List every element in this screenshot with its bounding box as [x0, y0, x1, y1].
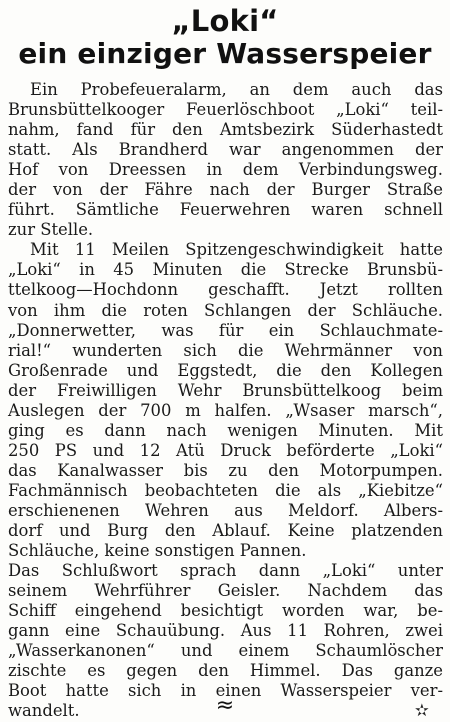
- text-line: dorf und Burg den Ablauf. Keine platzenden: [8, 521, 443, 541]
- text-line: Schiff eingehend besichtigt worden war, be-: [8, 601, 443, 621]
- text-line: das Kanalwasser bis zu den Motorpumpen.: [8, 460, 443, 480]
- text-line: Mit 11 Meilen Spitzengeschwindigkeit hatte: [30, 240, 443, 260]
- text-line: Schläuche, keine sonstigen Pannen.: [8, 541, 307, 561]
- text-line: Das Schlußwort sprach dann „Loki“ unter: [8, 561, 443, 581]
- text-line: erschienenen Wehren aus Meldorf. Albers-: [8, 500, 443, 520]
- headline-title: „Loki“: [171, 4, 279, 38]
- text-line: „Loki“ in 45 Minuten die Strecke Brunsbü-: [8, 260, 443, 280]
- text-line: der von der Fähre nach der Burger Straße: [8, 180, 443, 200]
- text-line: Großenrade und Eggstedt, die den Kollegen: [8, 360, 443, 380]
- text-line: seinem Wehrführer Geisler. Nachdem das: [8, 581, 443, 601]
- text-line: „Wasserkanonen“ und einem Schaumlöscher: [8, 641, 443, 661]
- text-line: nahm, fand für den Amtsbezirk Süderhastedt: [8, 120, 443, 140]
- text-line: Ein Probefeueralarm, an dem auch das: [30, 80, 443, 99]
- text-line: „Donnerwetter, was für ein Schlauchmate-: [8, 320, 443, 340]
- text-line: rial!“ wunderten sich die Wehrmänner von: [8, 340, 443, 360]
- text-line: ging es dann nach wenigen Minuten. Mit: [8, 420, 443, 440]
- text-line: Fachmännisch beobachteten die als „Kiebitze“: [8, 480, 443, 500]
- text-line: ttelkoog—Hochdonn geschafft. Jetzt rollten: [8, 280, 443, 300]
- text-line: Brunsbüttelkooger Feuerlöschboot „Loki“ teil-: [8, 100, 443, 120]
- text-line: von ihm die roten Schlangen der Schläuche.: [8, 300, 443, 320]
- text-line: wandelt.: [8, 701, 80, 721]
- text-line: zur Stelle.: [8, 220, 94, 240]
- text-line: statt. Als Brandherd war angenommen der: [8, 140, 443, 160]
- text-line: 250 PS und 12 Atü Druck beförderte „Loki“: [8, 440, 443, 460]
- text-line: führt. Sämtliche Feuerwehren waren schnell: [8, 200, 443, 220]
- text-line: Hof von Dreessen in dem Verbindungsweg.: [8, 160, 443, 180]
- paragraph: [8, 80, 443, 240]
- paragraph: [8, 240, 443, 561]
- headline-subtitle: ein einziger Wasserspeier: [18, 37, 432, 70]
- text-line: Auslegen der 700 m halfen. „Wsaser marsch“,: [8, 400, 443, 420]
- wave-separator-icon: ≈: [215, 693, 235, 718]
- text-line: zischte es gegen den Himmel. Das ganze: [8, 661, 443, 681]
- end-star-icon: ✫: [414, 701, 429, 722]
- text-line: Boot hatte sich in einen Wasserspeier ver-: [8, 681, 443, 701]
- text-line: der Freiwilligen Wehr Brunsbüttelkoog beim: [8, 380, 443, 400]
- text-line: gann eine Schauübung. Aus 11 Rohren, zwei: [8, 621, 443, 641]
- article-body: [8, 80, 443, 722]
